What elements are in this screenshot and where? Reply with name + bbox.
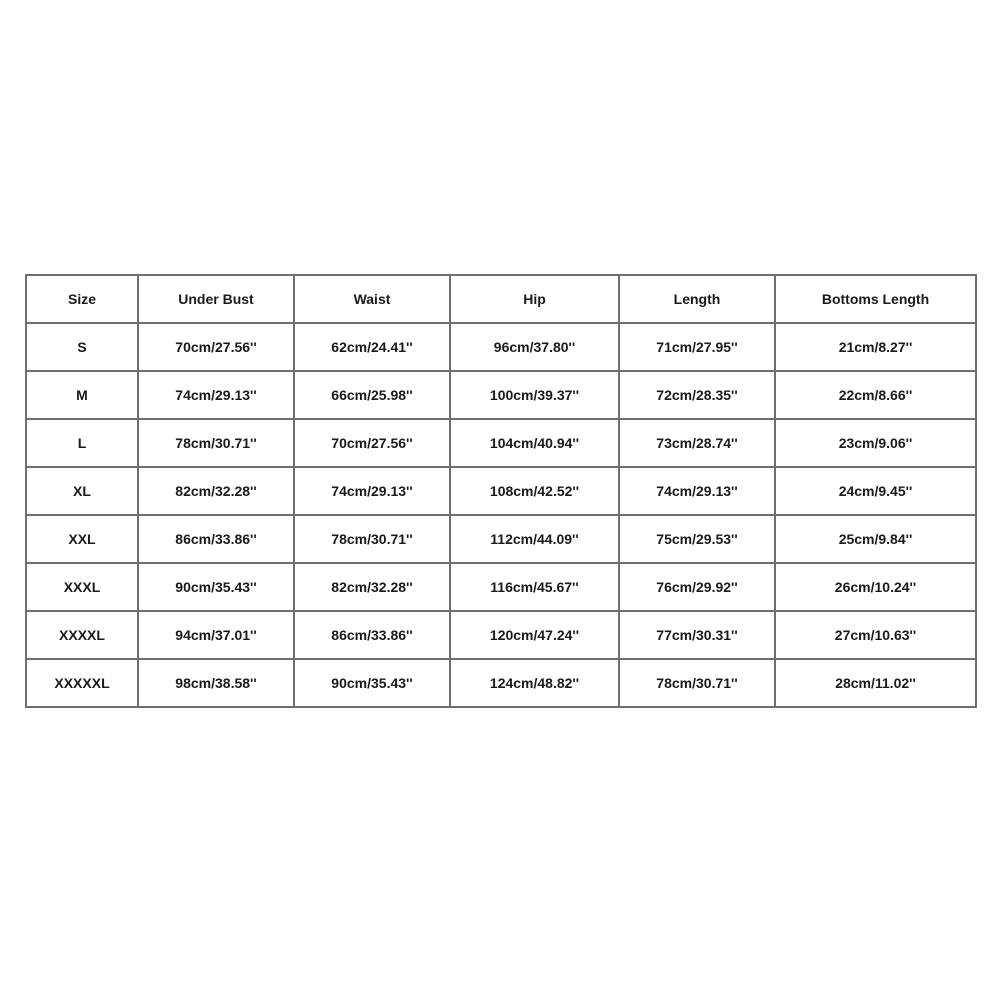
cell-under-bust: 74cm/29.13'' <box>138 371 294 419</box>
cell-hip: 100cm/39.37'' <box>450 371 619 419</box>
table-row <box>26 323 976 371</box>
table-row <box>26 659 976 707</box>
cell-under-bust: 94cm/37.01'' <box>138 611 294 659</box>
cell-under-bust: 78cm/30.71'' <box>138 419 294 467</box>
cell-hip: 116cm/45.67'' <box>450 563 619 611</box>
cell-waist: 62cm/24.41'' <box>294 323 450 371</box>
cell-hip: 124cm/48.82'' <box>450 659 619 707</box>
cell-hip: 120cm/47.24'' <box>450 611 619 659</box>
cell-bottoms-length: 25cm/9.84'' <box>775 515 976 563</box>
table-row <box>26 371 976 419</box>
cell-under-bust: 82cm/32.28'' <box>138 467 294 515</box>
cell-bottoms-length: 28cm/11.02'' <box>775 659 976 707</box>
cell-length: 76cm/29.92'' <box>619 563 775 611</box>
cell-hip: 96cm/37.80'' <box>450 323 619 371</box>
cell-bottoms-length: 24cm/9.45'' <box>775 467 976 515</box>
header-bottoms-length: Bottoms Length <box>775 275 976 323</box>
cell-size: XXXXL <box>26 611 138 659</box>
cell-bottoms-length: 27cm/10.63'' <box>775 611 976 659</box>
cell-bottoms-length: 21cm/8.27'' <box>775 323 976 371</box>
header-size: Size <box>26 275 138 323</box>
cell-length: 78cm/30.71'' <box>619 659 775 707</box>
table-row <box>26 611 976 659</box>
cell-length: 73cm/28.74'' <box>619 419 775 467</box>
cell-waist: 90cm/35.43'' <box>294 659 450 707</box>
cell-length: 75cm/29.53'' <box>619 515 775 563</box>
cell-hip: 112cm/44.09'' <box>450 515 619 563</box>
cell-under-bust: 98cm/38.58'' <box>138 659 294 707</box>
table-row <box>26 515 976 563</box>
cell-length: 71cm/27.95'' <box>619 323 775 371</box>
header-under-bust: Under Bust <box>138 275 294 323</box>
cell-length: 74cm/29.13'' <box>619 467 775 515</box>
cell-under-bust: 90cm/35.43'' <box>138 563 294 611</box>
cell-waist: 74cm/29.13'' <box>294 467 450 515</box>
table-row <box>26 563 976 611</box>
cell-size: S <box>26 323 138 371</box>
cell-size: XXXXXL <box>26 659 138 707</box>
size-chart-table <box>25 274 977 708</box>
cell-size: M <box>26 371 138 419</box>
cell-size: XXL <box>26 515 138 563</box>
cell-under-bust: 86cm/33.86'' <box>138 515 294 563</box>
cell-waist: 86cm/33.86'' <box>294 611 450 659</box>
cell-waist: 70cm/27.56'' <box>294 419 450 467</box>
cell-size: L <box>26 419 138 467</box>
table-row <box>26 467 976 515</box>
cell-waist: 82cm/32.28'' <box>294 563 450 611</box>
table-header-row <box>26 275 976 323</box>
cell-waist: 66cm/25.98'' <box>294 371 450 419</box>
cell-size: XL <box>26 467 138 515</box>
cell-waist: 78cm/30.71'' <box>294 515 450 563</box>
cell-length: 77cm/30.31'' <box>619 611 775 659</box>
header-waist: Waist <box>294 275 450 323</box>
cell-bottoms-length: 26cm/10.24'' <box>775 563 976 611</box>
cell-size: XXXL <box>26 563 138 611</box>
header-hip: Hip <box>450 275 619 323</box>
cell-length: 72cm/28.35'' <box>619 371 775 419</box>
cell-bottoms-length: 22cm/8.66'' <box>775 371 976 419</box>
header-length: Length <box>619 275 775 323</box>
table-row <box>26 419 976 467</box>
cell-under-bust: 70cm/27.56'' <box>138 323 294 371</box>
cell-hip: 104cm/40.94'' <box>450 419 619 467</box>
cell-bottoms-length: 23cm/9.06'' <box>775 419 976 467</box>
cell-hip: 108cm/42.52'' <box>450 467 619 515</box>
